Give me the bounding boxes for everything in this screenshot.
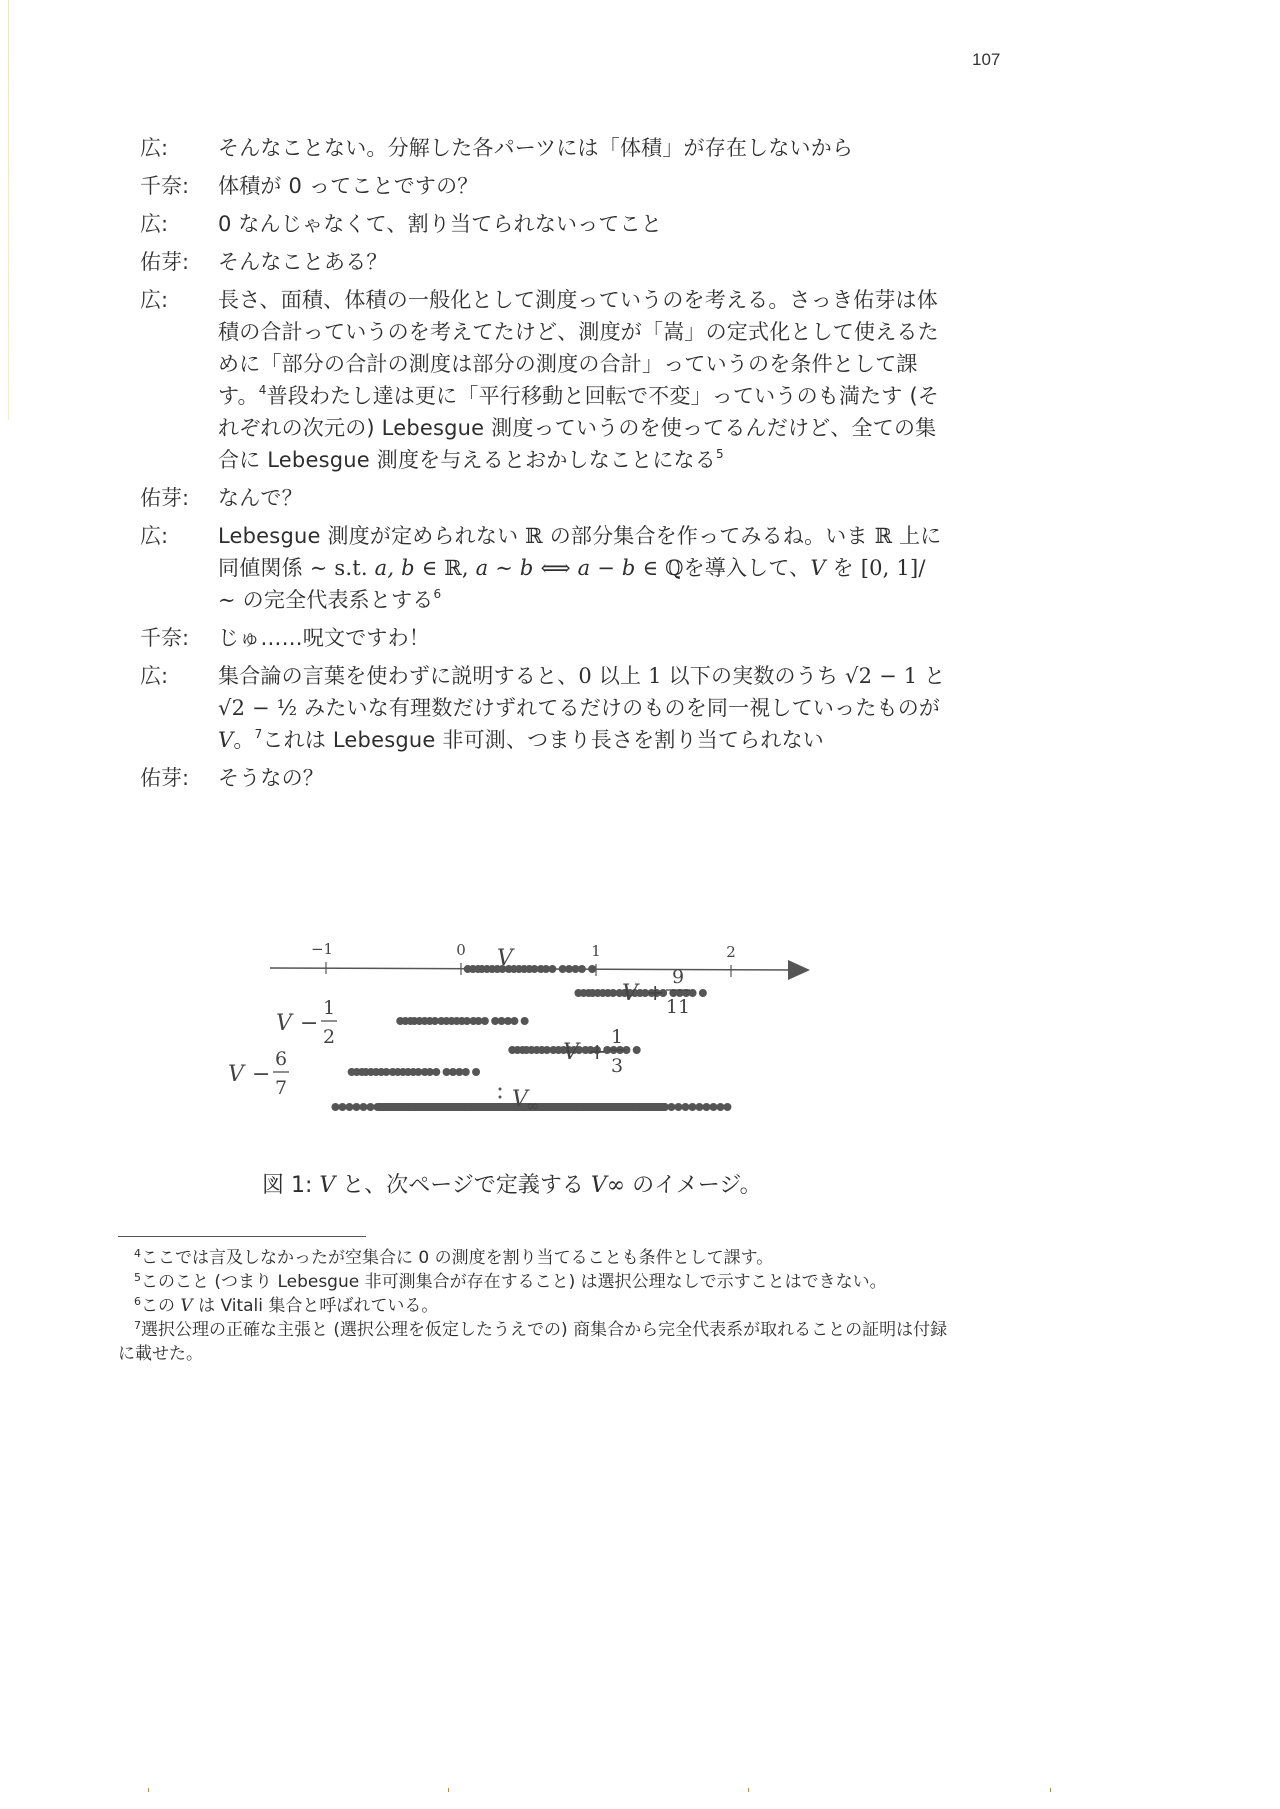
svg-text:3: 3: [610, 1055, 624, 1077]
dialog-turn: [140, 284, 950, 476]
dialog-turn: [140, 520, 950, 616]
svg-text:−: −: [300, 1011, 319, 1036]
utterance-text: なんで？: [218, 486, 303, 510]
svg-text:V: V: [512, 1087, 528, 1112]
scan-mark: [1050, 1788, 1051, 1792]
dialog-turn: [140, 762, 950, 794]
utterance-text: 長さ、面積、体積の一般化として測度っていうのを考える。さっき佑芽は体積の合計っていうのを考えてたけど、測度が「嵩」の定式化として使えるために「部分の合計の測度は部分の測度の合計」っていうのを条件として課す。$^4$普段わたし達は更に「平行移動と回転で不変」っていうのも満たす (それぞれの次元の) Lebesgue 測度っていうのを使ってるんだけど、全ての集合に Lebesgue 測度を与えるとおかしなことになる$^5$: [218, 288, 940, 472]
svg-text:7: 7: [274, 1077, 288, 1099]
svg-text:V: V: [563, 1040, 579, 1065]
tick-label: 2: [726, 943, 736, 961]
utterance-text: 体積が 0 ってことですの？: [218, 174, 479, 198]
figure-caption: [262, 1168, 762, 1199]
dialog-turn: [140, 660, 950, 756]
scan-binding-line: [8, 0, 9, 420]
footnote-ref: 4: [258, 383, 267, 397]
caption-suffix: のイメージ。: [625, 1173, 762, 1198]
figure-vitali-set: [228, 925, 830, 1125]
svg-text:−: −: [252, 1062, 271, 1087]
axis-arrow-icon: [788, 960, 810, 980]
dialog-turn: [140, 132, 950, 164]
footnote-7: $^7$選択公理の正確な主張と (選択公理を仮定したうえでの) 商集合から完全代表系が取れることの証明は付録に載せた。: [118, 1319, 948, 1364]
tick-label: 0: [456, 941, 466, 959]
caption-prefix: 図 1:: [262, 1173, 313, 1198]
page-number: 107: [972, 50, 1001, 69]
caption-v: V: [319, 1173, 336, 1198]
speaker-label: 広:: [140, 288, 169, 312]
caption-vinf: V∞: [590, 1173, 626, 1198]
speaker-label: 佑芽:: [140, 250, 190, 274]
tick-label: −1: [310, 940, 334, 958]
tick-label: 1: [591, 942, 601, 960]
svg-text:1: 1: [610, 1026, 624, 1048]
svg-text:11: 11: [665, 996, 691, 1018]
speaker-label: 広:: [140, 212, 169, 236]
scan-mark: [148, 1788, 149, 1792]
dialog-turn: [140, 170, 950, 202]
svg-text:9: 9: [671, 966, 685, 988]
utterance-text: そんなことない。分解した各パーツには「体積」が存在しないから: [218, 136, 854, 160]
footnote-ref: 7: [254, 727, 263, 741]
svg-text:V: V: [622, 981, 638, 1006]
speaker-label: 佑芽:: [140, 486, 190, 510]
svg-text:V: V: [276, 1011, 292, 1036]
footnote-6: $^6$この V は Vitali 集合と呼ばれている。: [134, 1295, 439, 1316]
footnote-ref: 5: [715, 447, 724, 461]
speaker-label: 広:: [140, 664, 169, 688]
svg-text:+: +: [588, 1040, 607, 1065]
dialog-body: [140, 132, 950, 800]
dialog-turn: [140, 482, 950, 514]
svg-text:+: +: [646, 981, 665, 1006]
footnote-5: $^5$このこと (つまり Lebesgue 非可測集合が存在すること) は選択公理なしで示すことはできない。: [134, 1271, 887, 1292]
footnote-divider: [118, 1236, 366, 1237]
speaker-label: 千奈:: [140, 626, 190, 650]
scan-mark: [448, 1788, 449, 1792]
svg-text:2: 2: [322, 1026, 336, 1048]
caption-mid: と、次ページで定義する: [335, 1173, 591, 1198]
footnotes: [118, 1246, 950, 1366]
speaker-label: 佑芽:: [140, 766, 190, 790]
svg-text:∞: ∞: [526, 1096, 540, 1115]
speaker-label: 広:: [140, 136, 169, 160]
utterance-text: Lebesgue 測度が定められない ℝ の部分集合を作ってみるね。いま ℝ 上に同値関係 ∼ s.t. a, b ∈ ℝ, a ∼ b ⟺ a − b ∈ ℚを導入して、V を [0, 1]/ ∼ の完全代表系とする$^6$: [218, 524, 942, 612]
utterance-text: 集合論の言葉を使わずに説明すると、0 以上 1 以下の実数のうち √2 − 1 と √2 − ½ みたいな有理数だけずれてるだけのものを同一視していったものが V。$^7$これは Lebesgue 非可測、つまり長さを割り当てられない: [218, 664, 946, 752]
dialog-turn: [140, 208, 950, 240]
scan-mark: [748, 1788, 749, 1792]
utterance-text: そうなの？: [218, 766, 324, 790]
number-line-diagram: [228, 925, 830, 1125]
speaker-label: 千奈:: [140, 174, 190, 198]
dialog-turn: [140, 246, 950, 278]
dialog-turn: [140, 622, 950, 654]
svg-text:V: V: [228, 1062, 244, 1087]
utterance-text: そんなことある？: [218, 250, 388, 274]
label-v: V: [497, 946, 513, 971]
footnote-4: $^4$ここでは言及しなかったが空集合に 0 の測度を割り当てることも条件として課す。: [134, 1247, 774, 1268]
svg-text:6: 6: [274, 1048, 288, 1070]
footnote-ref: 6: [433, 587, 442, 601]
svg-text:1: 1: [322, 997, 336, 1019]
utterance-text: じゅ……呪文ですわ！: [218, 626, 430, 650]
utterance-text: 0 なんじゃなくて、割り当てられないってこと: [218, 212, 663, 236]
speaker-label: 広:: [140, 524, 169, 548]
